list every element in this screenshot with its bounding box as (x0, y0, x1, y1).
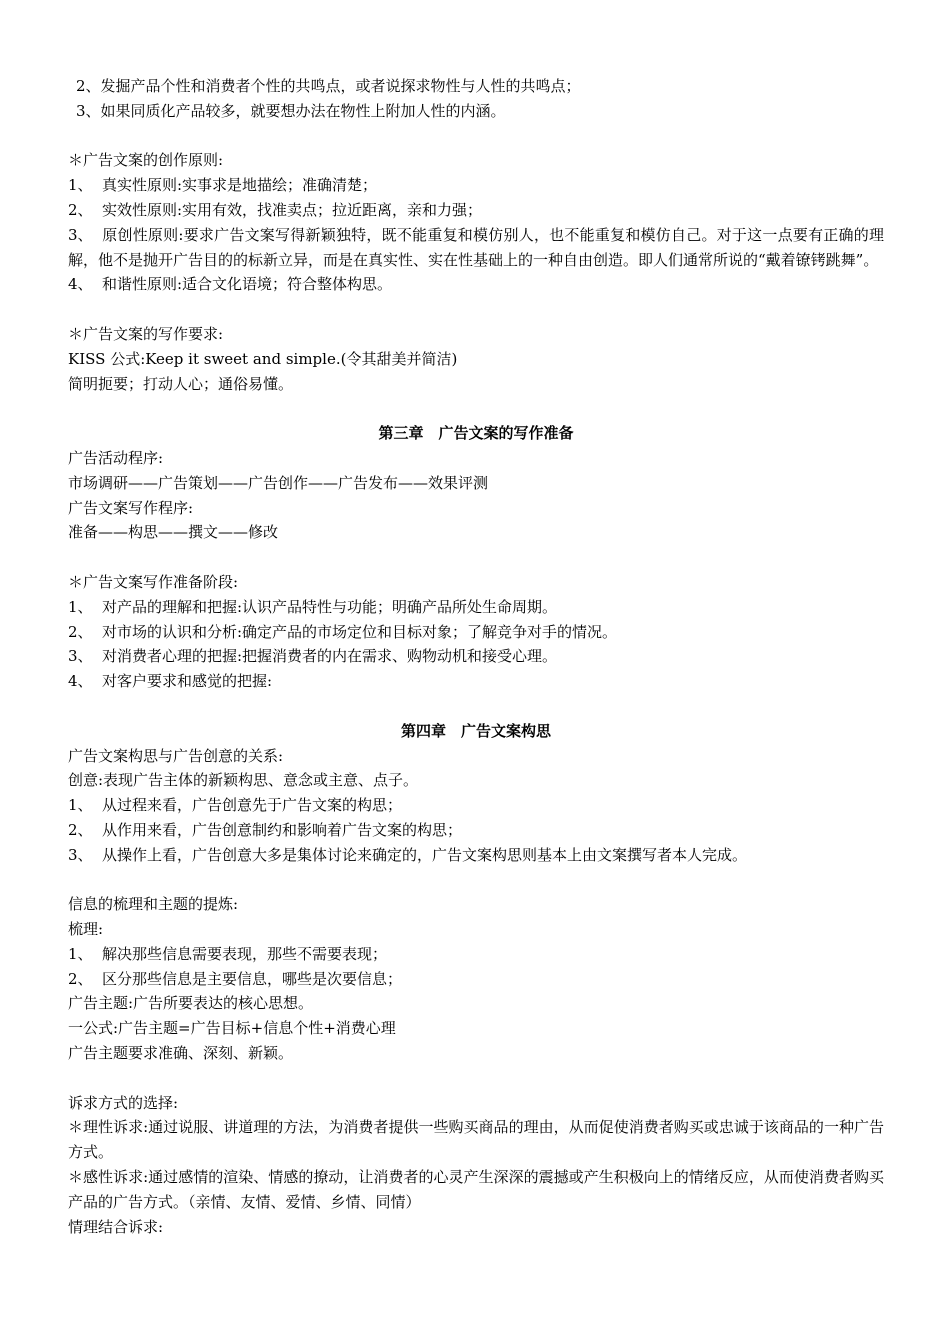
list-item (68, 942, 884, 967)
list-number: 1、 (68, 944, 93, 963)
list-item (68, 198, 884, 223)
list-text: 从过程来看，广告创意先于广告文案的构思； (102, 796, 403, 815)
paragraph-line: 广告文案写作程序: (68, 498, 194, 517)
list-item (68, 272, 884, 297)
chapter-4-heading: 第四章 广告文案构思 (400, 721, 551, 740)
list-text: 对市场的认识和分析:确定产品的市场定位和目标对象；了解竞争对手的情况。 (102, 622, 618, 641)
list-text: 对产品的理解和把握:认识产品特性与功能；明确产品所处生命周期。 (102, 597, 558, 616)
paragraph-line: 创意:表现广告主体的新颖构思、意念或主意、点子。 (68, 771, 419, 790)
paragraph-line: 广告主题:广告所要表达的核心思想。 (68, 994, 314, 1013)
paragraph-line: 广告活动程序: (68, 448, 164, 467)
list-item (68, 669, 884, 694)
list-number: 4、 (68, 672, 93, 691)
kiss-formula: KISS 公式:Keep it sweet and simple.(令其甜美并简洁) (68, 349, 458, 368)
list-text: 对消费者心理的把握:把握消费者的内在需求、购物动机和接受心理。 (102, 647, 558, 666)
list-text: 对客户要求和感觉的把握: (102, 672, 273, 691)
list-text: 真实性原则:实事求是地描绘；准确清楚； (102, 176, 378, 195)
list-number: 2、 (68, 969, 93, 988)
list-text: 实效性原则:实用有效，找准卖点；拉近距离，亲和力强； (102, 200, 483, 219)
paragraph-line: 一公式:广告主题=广告目标+信息个性+消费心理 (68, 1019, 396, 1038)
paragraph-line: 准备——构思——撰文——修改 (68, 523, 279, 542)
list-item (68, 793, 884, 818)
chapter-3-heading: 第三章 广告文案的写作准备 (378, 424, 574, 443)
list-number: 1、 (68, 176, 93, 195)
paragraph-line: 广告主题要求准确、深刻、新颖。 (68, 1044, 294, 1063)
blank-line (68, 1066, 884, 1091)
section-title-preparation: ＊广告文案写作准备阶段: (68, 572, 239, 591)
list-number: 2、 (68, 820, 93, 839)
list-item (68, 967, 884, 992)
list-text: 和谐性原则:适合文化语境；符合整体构思。 (102, 275, 393, 294)
section-title-info: 信息的梳理和主题的提炼: (68, 895, 239, 914)
list-text: 解决那些信息需要表现，那些不需要表现； (102, 944, 388, 963)
paragraph-line: 2、发掘产品个性和消费者个性的共鸣点，或者说探求物性与人性的共鸣点； (76, 77, 581, 95)
paragraph-line: 梳理: (68, 920, 104, 939)
list-item (68, 173, 884, 198)
paragraph-line: 广告文案构思与广告创意的关系: (68, 746, 284, 765)
section-title-requirements: ＊广告文案的写作要求: (68, 324, 224, 343)
paragraph-line: 3、如果同质化产品较多，就要想办法在物性上附加人性的内涵。 (76, 101, 506, 120)
paragraph-line: 简明扼要；打动人心；通俗易懂。 (68, 374, 294, 393)
list-number: 4、 (68, 275, 93, 294)
blank-line (68, 396, 884, 421)
list-number: 3、 (68, 845, 93, 864)
list-item (68, 620, 884, 645)
paragraph-line: 情理结合诉求: (68, 1217, 164, 1236)
list-item (68, 595, 884, 620)
paragraph-rational-appeal: ＊理性诉求:通过说服、讲道理的方法，为消费者提供一些购买商品的理由，从而促使消费者购买或忠诚于该商品的一种广告方式。 (68, 1118, 884, 1162)
blank-line (68, 694, 884, 719)
list-text: 原创性原则:要求广告文案写得新颖独特，既不能重复和模仿别人，也不能重复和模仿自己。对于这一点要有正确的理解，他不是抛开广告目的的标新立异，而是在真实性、实在性基础上的一种自由创造。即人们通常所说的“戴着镣铐跳舞”。 (68, 225, 884, 269)
list-number: 2、 (68, 622, 93, 641)
list-number: 2、 (68, 200, 93, 219)
list-number: 3、 (68, 225, 93, 244)
list-text: 区分那些信息是主要信息，哪些是次要信息； (102, 969, 403, 988)
list-item (68, 223, 884, 273)
list-item (68, 843, 884, 868)
list-text: 从作用来看，广告创意制约和影响着广告文案的构思； (102, 820, 463, 839)
list-number: 3、 (68, 647, 93, 666)
list-item (68, 644, 884, 669)
list-text: 从操作上看，广告创意大多是集体讨论来确定的，广告文案构思则基本上由文案撰写者本人完成。 (102, 845, 748, 864)
blank-line (68, 297, 884, 322)
list-number: 1、 (68, 796, 93, 815)
paragraph-emotional-appeal: ＊感性诉求:通过感情的渲染、情感的撩动，让消费者的心灵产生深深的震撼或产生积极向上的情绪反应，从而使消费者购买产品的广告方式。（亲情、友情、爱情、乡情、同情） (68, 1168, 884, 1211)
paragraph-line: 市场调研——广告策划——广告创作——广告发布——效果评测 (68, 473, 489, 492)
document-body (68, 74, 884, 1239)
blank-line (68, 545, 884, 570)
list-item (68, 818, 884, 843)
section-title-appeal: 诉求方式的选择: (68, 1093, 179, 1112)
list-number: 1、 (68, 597, 93, 616)
blank-line (68, 124, 884, 149)
blank-line (68, 868, 884, 893)
section-title-principles: ＊广告文案的创作原则: (68, 151, 224, 170)
